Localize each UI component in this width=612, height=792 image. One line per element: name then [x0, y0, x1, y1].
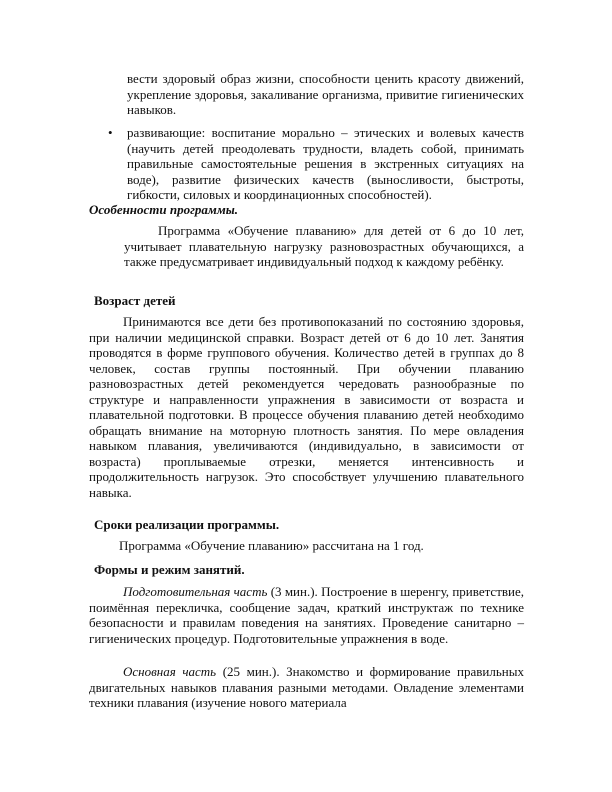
age-paragraph: Принимаются все дети без противопоказаний по состоянию здоровья, при наличии медицинской справки. Возраст детей от 6 до 10 лет. Занятия проводятся в форме группового обучения. Количество детей в группах до 8 человек, состав группы постоянный. При обучении плаванию разновозрастных детей рекомендуется чередовать разнообразные по структуре и направленности упражнения в зависимости от возраста и плавательной подготовки. В процессе обучения плаванию детей необходимо обращать внимание на моторную плотность занятия. По мере овладения навыком плавания, увеличиваются (индивидуально, в зависимости от возраста) проплываемые отрезки, меняется интенсивность и продолжительность нагрузок. Это способствует улучшению плавательного навыка. — [89, 314, 524, 500]
main-part-label: Основная часть — [123, 664, 217, 679]
preparatory-part-label: Подготовительная часть — [123, 584, 268, 599]
forms-heading: Формы и режим занятий. — [94, 562, 245, 577]
bullet-marker: • — [108, 125, 113, 140]
terms-heading: Сроки реализации программы. — [94, 517, 280, 532]
developing-tasks-item: развивающие: воспитание морально – этических и волевых качеств (научить детей преодолевать трудности, владеть собой, принимать правильные самостоятельные решения в экстренных ситуациях на воде), развитие физических качеств (выносливости, быстроты, гибкости, силовых и координационных способностей). — [127, 125, 524, 202]
features-paragraph: Программа «Обучение плаванию» для детей от 6 до 10 лет, учитывает плавательную нагрузку разновозрастных обучающихся, а также предусматривает индивидуальный подход к каждому ребёнку. — [124, 223, 524, 269]
intro-continuation: вести здоровый образ жизни, способности ценить красоту движений, укрепление здоровья, закаливание организма, привитие гигиенических навыков. — [127, 71, 524, 117]
preparatory-part-paragraph — [89, 584, 524, 646]
main-part-text: (25 мин.). Знакомство и формирование правильных двигательных навыков плавания разными методами. Овладение элементами техники плавания (изучение нового материала — [89, 664, 524, 710]
features-heading: Особенности программы. — [89, 202, 238, 217]
terms-paragraph: Программа «Обучение плаванию» рассчитана на 1 год. — [119, 538, 424, 553]
preparatory-part-text: (3 мин.). Построение в шеренгу, приветствие, поимённая перекличка, сообщение задач, краткий инструктаж по технике безопасности и правилам поведения на занятиях. Проведение санитарно – гигиенических процедур. Подготовительные упражнения в воде. — [89, 584, 524, 646]
main-part-paragraph — [89, 664, 524, 711]
age-heading: Возраст детей — [94, 293, 176, 308]
